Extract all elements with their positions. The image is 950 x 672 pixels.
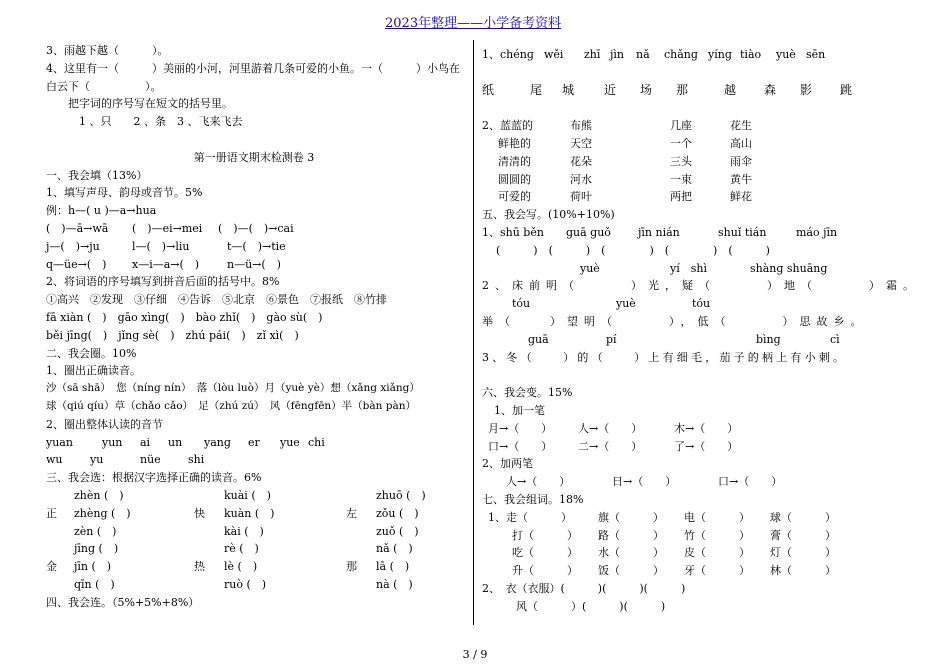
add-stroke-item: 月→（ ）	[488, 421, 553, 435]
word-group-item: 牙（ ）	[684, 564, 750, 578]
write-pinyin: máo jīn	[796, 225, 838, 239]
section1-q2: 2、将词语的序号填写到拼音后面的括号中。8%	[46, 275, 280, 289]
syllable: yuan	[46, 435, 73, 449]
section2-heading: 二、我会圈。10%	[46, 346, 137, 360]
syllable: nüe	[140, 453, 161, 467]
pinyin-cell: q—üe→( )	[46, 257, 107, 271]
select-pinyin: ruò ( )	[224, 577, 267, 591]
match-item: 高山	[730, 136, 752, 150]
write-brackets-row: ( ) ( ) ( ) ( ) ( )	[496, 243, 770, 257]
select-pinyin: qīn ( )	[74, 577, 115, 591]
section1-heading: 一、我会填（13%）	[46, 168, 148, 182]
sentence-pinyin: cì	[830, 332, 840, 346]
match-item: 布熊	[570, 119, 592, 133]
poem-pinyin: tóu	[692, 297, 711, 311]
select-char	[46, 523, 70, 541]
syllable: yu	[90, 453, 104, 467]
write-pinyin-row	[482, 224, 902, 242]
select-pinyin: zuǒ ( )	[376, 524, 419, 538]
char-item: 森	[764, 82, 777, 97]
select-char	[346, 487, 372, 505]
column-divider	[473, 40, 474, 625]
sentence-line: 3、冬（ ）的（ ）上有细毛，茄子的柄上有小刺。	[482, 350, 848, 364]
select-pinyin: zhèng ( )	[74, 506, 131, 520]
reading-select-row	[46, 558, 462, 576]
pinyin-row	[46, 220, 462, 238]
section5-heading: 五、我会写。(10%+10%)	[482, 208, 615, 222]
header-link[interactable]: 2023年整理——小学备考资料	[385, 16, 562, 31]
pinyin-cell: l—( )→liu	[132, 239, 190, 253]
word-group-item: 竹（ ）	[684, 528, 750, 542]
word-options-line: 1 、只 2 、条 3 、飞来飞去	[46, 115, 243, 129]
pinyin-match-row: běi jīng( ) jǐng sè( ) zhú pái( ) zǐ xì( )	[46, 328, 299, 342]
word-group-item: 球（ ）	[770, 510, 836, 524]
page-number: 3 / 9	[462, 648, 488, 661]
word-group-item: 膏（ ）	[770, 528, 836, 542]
pinyin-item: nǎ	[636, 48, 650, 61]
add-stroke-item: 口→（ ）	[718, 475, 783, 489]
match-item: 圆圆的	[498, 172, 531, 186]
select-char	[46, 540, 70, 558]
word-options: ①高兴 ②发现 ③仔细 ④告诉 ⑤北京 ⑥景色 ⑦报纸 ⑧竹排	[46, 293, 387, 307]
section6-q1: 1、加一笔	[494, 403, 545, 417]
word-group-item: 林（ ）	[770, 564, 836, 578]
match-item: 一个	[670, 136, 692, 150]
select-pinyin: zhèn ( )	[74, 488, 124, 502]
section1-q1: 1、填写声母、韵母或音节。5%	[46, 186, 203, 200]
select-pinyin: nà ( )	[376, 577, 413, 591]
match-item: 几座	[670, 119, 692, 133]
match-item: 一束	[670, 172, 692, 186]
add-stroke-row	[482, 438, 902, 456]
sentence-pinyin: pí	[606, 332, 617, 346]
syllable-row	[46, 434, 462, 452]
word-group-row	[482, 527, 902, 545]
syllable: yun	[102, 435, 123, 449]
select-char: 左	[346, 506, 357, 520]
select-char: 正	[46, 506, 57, 520]
select-char	[194, 540, 220, 558]
match-row	[482, 135, 902, 153]
char-item: 越	[724, 82, 737, 97]
syllable: yue	[280, 435, 300, 449]
add-stroke-item: 人→（ ）	[578, 421, 643, 435]
sentence-pinyin: bìnɡ	[756, 332, 781, 346]
pinyin-item: 1、chénɡ	[482, 48, 534, 61]
left-column	[46, 42, 462, 612]
select-char: 热	[194, 560, 205, 574]
write-pinyin: shuǐ tián	[718, 225, 767, 239]
select-pinyin: kài ( )	[224, 524, 264, 538]
syllable: un	[168, 435, 183, 449]
word-group-item: 打（ ）	[512, 528, 578, 542]
select-pinyin: kuàn ( )	[224, 506, 275, 520]
match-item: 鲜艳的	[498, 136, 531, 150]
match-row	[482, 171, 902, 189]
add-stroke-item: 人→（ ）	[506, 475, 571, 489]
match-item: 花朵	[570, 154, 592, 168]
char-item: 尾	[530, 82, 543, 97]
fill-line-3: 3、雨越下越（ ）。	[46, 44, 169, 57]
match-row	[482, 117, 902, 135]
match-item: 黄牛	[730, 172, 752, 186]
match-row	[482, 188, 902, 206]
pinyin-item: wěi	[544, 48, 564, 61]
pinyin-item: zhī	[584, 48, 601, 61]
word-group-item: 皮（ ）	[684, 546, 750, 560]
word-group-item: 饭（ ）	[598, 564, 664, 578]
section1-example: 例：h—( u )—a→hua	[46, 204, 157, 218]
match-item: 鲜花	[730, 190, 752, 204]
char-item: 纸	[482, 82, 495, 97]
add-stroke-item: 了→（ ）	[674, 439, 739, 453]
poem-pinyin-row	[482, 295, 902, 313]
select-char	[194, 523, 220, 541]
add-stroke-item: 日→（ ）	[612, 475, 677, 489]
select-char	[194, 576, 220, 594]
write-pinyin: guā guǒ	[566, 225, 611, 239]
syllable: chi	[308, 435, 325, 449]
select-pinyin: zǒu ( )	[376, 506, 419, 520]
syllable-row	[46, 451, 462, 469]
select-char: 那	[346, 560, 357, 574]
word-group-item: 灯（ ）	[770, 546, 836, 560]
select-char: 快	[194, 506, 205, 520]
select-char	[46, 487, 70, 505]
word-group-item: 旗（ ）	[598, 510, 664, 524]
select-pinyin: rè ( )	[224, 542, 259, 556]
select-pinyin: lā ( )	[376, 560, 410, 574]
select-char	[194, 487, 220, 505]
fill-line-4: 4、这里有一（ ）美丽的小河，河里游着几条可爱的小鱼。一（ ）小鸟在	[46, 61, 460, 75]
match-item: 清清的	[498, 154, 531, 168]
pinyin-item: tiào	[740, 48, 762, 61]
reading-select-row	[46, 505, 462, 523]
select-pinyin: jīn ( )	[74, 560, 112, 574]
word-group-row	[482, 562, 902, 580]
match-item: 河水	[570, 172, 592, 186]
match-item: 雨伞	[730, 154, 752, 168]
word-group-item: 升（ ）	[512, 564, 578, 578]
poem-pinyin: yí shì	[670, 261, 707, 275]
exam-title: 第一册语文期末检测卷 3	[193, 150, 315, 164]
pinyin-cell: t—( )→tie	[227, 239, 286, 253]
pinyin-item: yínɡ	[708, 48, 732, 61]
match-row	[482, 153, 902, 171]
char-item: 影	[800, 82, 813, 97]
match-item: 2、蓝蓝的	[482, 119, 533, 133]
reading-choice-row: 球（qiú qíu）草（chǎo cǎo） 足（zhú zú） 风（fēngfēn）半（bàn pàn）	[46, 399, 417, 412]
section2-q1: 1、圈出正确读音。	[46, 364, 141, 378]
match-item: 两把	[670, 190, 692, 204]
pinyin-item: yuè	[776, 48, 796, 61]
add-stroke-item: 木→（ ）	[674, 421, 739, 435]
char-item: 场	[640, 82, 653, 97]
right-column	[482, 46, 920, 616]
pinyin-cell: ( )—ei→mei	[132, 221, 203, 235]
poem-line-2: 举（ ）望明（ ），低（ ）思故乡。	[482, 314, 868, 328]
poem-pinyin-row	[482, 260, 902, 278]
char-item: 近	[604, 82, 617, 97]
write-pinyin: 1、shū běn	[482, 225, 544, 239]
char-item: 跳	[840, 82, 853, 97]
section6-heading: 六、我会变。15%	[482, 386, 573, 400]
poem-pinyin: shànɡ shuānɡ	[750, 261, 828, 275]
add-stroke-row	[482, 473, 902, 491]
select-pinyin: jīng ( )	[74, 542, 119, 556]
word-group-item: 1、走（ ）	[488, 510, 572, 524]
poem-line-1: 2、床前明（ ）光，疑（ ）地（ ）霜。	[482, 279, 920, 293]
match-item: 花生	[730, 119, 752, 133]
pinyin-cell: j—( )→ju	[46, 239, 100, 253]
pinyin-item: sēn	[806, 48, 826, 61]
word-group-item: 电（ ）	[684, 510, 750, 524]
pinyin-cell: n—ü→( )	[227, 257, 281, 271]
pinyin-row	[46, 256, 462, 274]
word-group-row	[482, 509, 902, 527]
select-pinyin: nǎ ( )	[376, 542, 413, 556]
pinyin-cell: x—i—a→( )	[132, 257, 200, 271]
syllable: er	[248, 435, 260, 449]
add-stroke-item: 二→（ ）	[578, 439, 643, 453]
syllable: shi	[188, 453, 205, 467]
sentence-pinyin-row	[482, 331, 902, 349]
section2-q2: 2、圈出整体认读的音节	[46, 417, 163, 431]
match-item: 三头	[670, 154, 692, 168]
select-char	[346, 523, 372, 541]
add-stroke-row	[482, 420, 902, 438]
syllable: ai	[140, 435, 151, 449]
select-char	[46, 576, 70, 594]
word-group-row	[482, 544, 902, 562]
select-pinyin: lè ( )	[224, 560, 258, 574]
chars-row	[482, 82, 902, 100]
reading-select-row	[46, 540, 462, 558]
select-char	[346, 540, 372, 558]
pinyin-match-row: fā xiàn ( ) gāo xìng( ) bào zhǐ( ) gào sù( )	[46, 310, 323, 324]
pinyin-item: chǎnɡ	[664, 48, 698, 61]
phrase-row: 风（ ）( )( )	[516, 599, 666, 613]
reading-select-row	[46, 576, 462, 594]
fill-line-4-cont: 白云下（ ）。	[46, 79, 162, 93]
add-stroke-item: 口→（ ）	[488, 439, 553, 453]
select-pinyin: zèn ( )	[74, 524, 117, 538]
poem-pinyin: yuè	[616, 297, 636, 311]
match-item: 荷叶	[570, 190, 592, 204]
pinyin-item: jìn	[610, 48, 625, 61]
syllable: yang	[204, 435, 231, 449]
select-pinyin: zhuō ( )	[376, 488, 426, 502]
instruction-line: 把字词的序号写在短文的括号里。	[46, 97, 233, 111]
match-item: 可爱的	[498, 190, 531, 204]
pinyin-cell: ( )—ā→wā	[46, 221, 109, 235]
section6-q2: 2、加两笔	[482, 457, 533, 471]
sentence-pinyin: guā	[528, 332, 549, 346]
poem-pinyin: tóu	[512, 297, 531, 311]
reading-choice-row: 沙（sā shā） 您（níng nín） 落（lòu luò）月（yuè yè）想（xǎng xiǎng）	[46, 382, 420, 395]
word-group-item: 路（ ）	[598, 528, 664, 542]
syllable: wu	[46, 453, 63, 467]
select-char	[346, 576, 372, 594]
write-pinyin: jīn nián	[638, 225, 680, 239]
reading-select-row	[46, 523, 462, 541]
select-char: 金	[46, 560, 57, 574]
char-item: 城	[562, 82, 575, 97]
section7-heading: 七、我会组词。18%	[482, 492, 584, 506]
section4-heading: 四、我会连。（5%+5%+8%）	[46, 595, 200, 609]
pinyin-row	[46, 238, 462, 256]
reading-select-row	[46, 487, 462, 505]
char-item: 那	[676, 82, 689, 97]
match-item: 天空	[570, 136, 592, 150]
pinyin-header-row	[482, 46, 902, 64]
word-group-item: 吃（ ）	[512, 546, 578, 560]
pinyin-cell: ( )—( )→cai	[218, 221, 294, 235]
poem-pinyin: yuè	[580, 261, 600, 275]
word-group-item: 水（ ）	[598, 546, 664, 560]
phrase-row: 2、 衣（衣服）( )( )( )	[482, 581, 686, 595]
section3-heading: 三、我会选：根据汉字选择正确的读音。6%	[46, 471, 262, 485]
select-pinyin: kuài ( )	[224, 488, 271, 502]
